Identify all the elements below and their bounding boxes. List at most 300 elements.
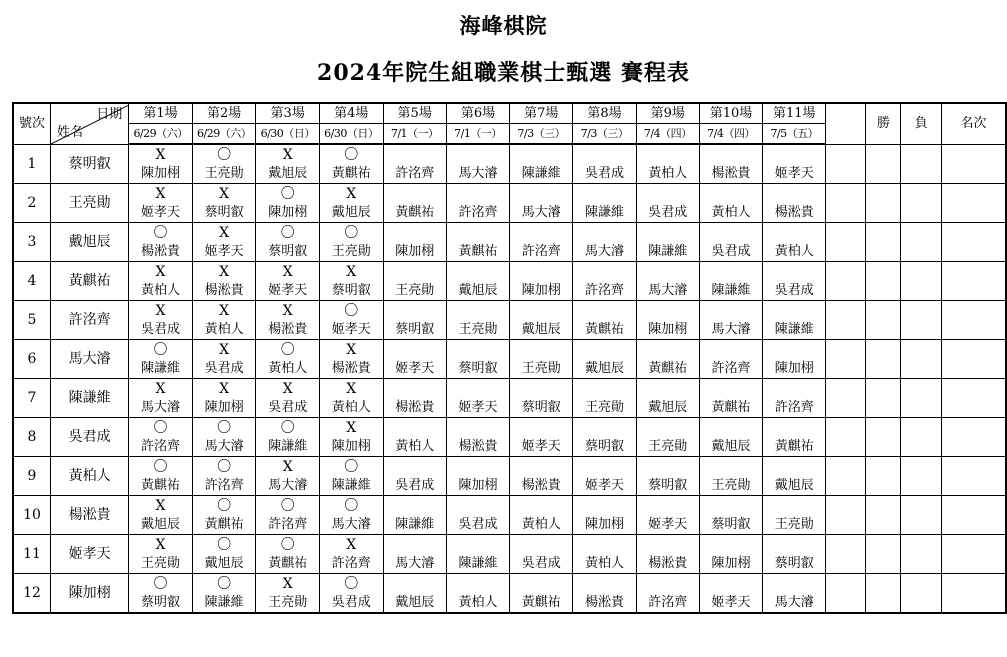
result-cell xyxy=(573,184,636,204)
opponent-cell: 黃麒祐 xyxy=(192,515,256,535)
loss-cell xyxy=(901,340,942,379)
result-cell: X xyxy=(256,301,320,321)
opponent-cell: 戴旭辰 xyxy=(573,359,636,379)
blank-cell xyxy=(826,574,866,614)
result-cell: 〇 xyxy=(256,418,320,438)
result-cell: 〇 xyxy=(319,496,383,516)
place-header: 名次 xyxy=(942,103,1006,144)
name-date-header xyxy=(51,103,129,144)
result-cell xyxy=(446,301,509,321)
result-cell xyxy=(383,340,446,360)
result-cell xyxy=(699,184,762,204)
player-number: 4 xyxy=(13,262,51,301)
opponent-cell: 陳加栩 xyxy=(129,164,193,184)
player-result-row xyxy=(13,144,1006,164)
result-cell: 〇 xyxy=(319,574,383,594)
opponent-cell: 楊淞貴 xyxy=(510,476,573,496)
result-cell xyxy=(446,184,509,204)
opponent-cell: 王亮勛 xyxy=(383,281,446,301)
result-cell xyxy=(763,379,826,399)
opponent-cell: 許洺齊 xyxy=(510,242,573,262)
round-date: 7/1（一） xyxy=(383,124,446,145)
result-cell xyxy=(510,223,573,243)
result-cell xyxy=(763,496,826,516)
result-cell: 〇 xyxy=(256,340,320,360)
result-cell: 〇 xyxy=(192,496,256,516)
opponent-cell: 楊淞貴 xyxy=(383,398,446,418)
win-cell xyxy=(866,262,901,301)
opponent-cell: 黃柏人 xyxy=(319,398,383,418)
place-cell xyxy=(942,144,1006,184)
opponent-cell: 蔡明叡 xyxy=(636,476,699,496)
win-header: 勝 xyxy=(866,103,901,144)
blank-header xyxy=(826,103,866,144)
result-cell xyxy=(446,535,509,555)
player-result-row xyxy=(13,262,1006,282)
result-cell xyxy=(510,184,573,204)
opponent-cell: 姬孝天 xyxy=(573,476,636,496)
result-cell: X xyxy=(256,457,320,477)
opponent-cell: 陳謙維 xyxy=(573,203,636,223)
opponent-cell: 許洺齊 xyxy=(446,203,509,223)
opponent-cell: 陳謙維 xyxy=(510,164,573,184)
opponent-cell: 姬孝天 xyxy=(763,164,826,184)
result-cell xyxy=(573,223,636,243)
round-label: 第4場 xyxy=(319,103,383,124)
player-result-row xyxy=(13,223,1006,243)
opponent-cell: 吳君成 xyxy=(319,593,383,613)
result-cell xyxy=(636,574,699,594)
opponent-cell: 姬孝天 xyxy=(319,320,383,340)
opponent-cell: 陳謙維 xyxy=(129,359,193,379)
result-cell: X xyxy=(192,379,256,399)
opponent-cell: 許洺齊 xyxy=(319,554,383,574)
opponent-cell: 陳加栩 xyxy=(573,515,636,535)
result-cell: X xyxy=(256,144,320,164)
blank-cell xyxy=(826,340,866,379)
result-cell xyxy=(763,535,826,555)
opponent-cell: 馬大濬 xyxy=(129,398,193,418)
result-cell xyxy=(573,496,636,516)
opponent-cell: 馬大濬 xyxy=(256,476,320,496)
result-cell xyxy=(510,340,573,360)
schedule-table xyxy=(12,102,1007,614)
result-cell xyxy=(636,223,699,243)
result-cell xyxy=(763,574,826,594)
loss-cell xyxy=(901,223,942,262)
opponent-cell: 黃麒祐 xyxy=(763,437,826,457)
opponent-cell: 姬孝天 xyxy=(636,515,699,535)
player-name: 許洺齊 xyxy=(51,301,129,340)
result-cell: 〇 xyxy=(256,223,320,243)
opponent-cell: 黃麒祐 xyxy=(699,398,762,418)
opponent-cell: 戴旭辰 xyxy=(192,554,256,574)
place-cell xyxy=(942,184,1006,223)
opponent-cell: 馬大濬 xyxy=(446,164,509,184)
opponent-cell: 黃柏人 xyxy=(256,359,320,379)
opponent-cell: 黃麒祐 xyxy=(319,164,383,184)
opponent-cell: 王亮勛 xyxy=(129,554,193,574)
result-cell: X xyxy=(256,574,320,594)
result-cell: X xyxy=(129,535,193,555)
blank-cell xyxy=(826,184,866,223)
opponent-cell: 吳君成 xyxy=(510,554,573,574)
opponent-cell: 姬孝天 xyxy=(446,398,509,418)
result-cell: X xyxy=(129,144,193,164)
blank-cell xyxy=(826,223,866,262)
place-cell xyxy=(942,223,1006,262)
result-cell xyxy=(763,301,826,321)
result-cell: X xyxy=(129,184,193,204)
opponent-cell: 陳加栩 xyxy=(256,203,320,223)
opponent-cell: 蔡明叡 xyxy=(383,320,446,340)
result-cell xyxy=(446,262,509,282)
result-cell xyxy=(636,418,699,438)
opponent-cell: 戴旭辰 xyxy=(129,515,193,535)
result-cell: X xyxy=(319,184,383,204)
result-cell xyxy=(573,262,636,282)
opponent-cell: 王亮勛 xyxy=(192,164,256,184)
opponent-cell: 楊淞貴 xyxy=(446,437,509,457)
opponent-cell: 許洺齊 xyxy=(256,515,320,535)
result-cell xyxy=(510,262,573,282)
round-date: 7/1（一） xyxy=(446,124,509,145)
result-cell: 〇 xyxy=(256,496,320,516)
result-cell xyxy=(446,457,509,477)
round-date: 6/30（日） xyxy=(256,124,320,145)
opponent-cell: 吳君成 xyxy=(763,281,826,301)
loss-cell xyxy=(901,184,942,223)
opponent-cell: 王亮勛 xyxy=(510,359,573,379)
opponent-cell: 陳加栩 xyxy=(192,398,256,418)
player-number: 8 xyxy=(13,418,51,457)
opponent-cell: 姬孝天 xyxy=(129,203,193,223)
opponent-cell: 馬大濬 xyxy=(573,242,636,262)
opponent-cell: 許洺齊 xyxy=(129,437,193,457)
result-cell xyxy=(699,301,762,321)
opponent-cell: 姬孝天 xyxy=(383,359,446,379)
blank-cell xyxy=(826,457,866,496)
player-name: 吳君成 xyxy=(51,418,129,457)
opponent-cell: 蔡明叡 xyxy=(319,281,383,301)
opponent-cell: 黃柏人 xyxy=(446,593,509,613)
result-cell: X xyxy=(129,379,193,399)
opponent-cell: 陳謙維 xyxy=(256,437,320,457)
opponent-cell: 蔡明叡 xyxy=(129,593,193,613)
result-cell xyxy=(383,535,446,555)
result-cell xyxy=(636,379,699,399)
player-result-row xyxy=(13,418,1006,438)
loss-cell xyxy=(901,379,942,418)
player-number: 7 xyxy=(13,379,51,418)
opponent-cell: 陳加栩 xyxy=(383,242,446,262)
result-cell xyxy=(573,301,636,321)
result-cell: 〇 xyxy=(129,574,193,594)
player-name: 王亮勛 xyxy=(51,184,129,223)
blank-cell xyxy=(826,144,866,184)
result-cell xyxy=(573,535,636,555)
opponent-cell: 戴旭辰 xyxy=(446,281,509,301)
result-cell: 〇 xyxy=(192,418,256,438)
result-cell: X xyxy=(319,535,383,555)
result-cell xyxy=(699,574,762,594)
opponent-cell: 馬大濬 xyxy=(192,437,256,457)
opponent-cell: 王亮勛 xyxy=(699,476,762,496)
result-cell xyxy=(446,379,509,399)
opponent-cell: 馬大濬 xyxy=(699,320,762,340)
opponent-cell: 楊淞貴 xyxy=(129,242,193,262)
result-cell: 〇 xyxy=(192,574,256,594)
result-cell xyxy=(383,574,446,594)
result-cell: X xyxy=(129,301,193,321)
loss-header: 負 xyxy=(901,103,942,144)
player-number: 6 xyxy=(13,340,51,379)
loss-cell xyxy=(901,574,942,614)
opponent-cell: 王亮勛 xyxy=(446,320,509,340)
place-cell xyxy=(942,301,1006,340)
opponent-cell: 陳謙維 xyxy=(319,476,383,496)
opponent-cell: 陳謙維 xyxy=(383,515,446,535)
opponent-cell: 馬大濬 xyxy=(319,515,383,535)
result-cell: X xyxy=(192,340,256,360)
player-number: 1 xyxy=(13,144,51,184)
result-cell xyxy=(699,457,762,477)
result-cell: X xyxy=(256,379,320,399)
win-cell xyxy=(866,144,901,184)
player-result-row xyxy=(13,574,1006,594)
place-cell xyxy=(942,379,1006,418)
round-label: 第3場 xyxy=(256,103,320,124)
result-cell xyxy=(446,340,509,360)
result-cell xyxy=(636,262,699,282)
opponent-cell: 黃麒祐 xyxy=(636,359,699,379)
opponent-cell: 陳謙維 xyxy=(446,554,509,574)
opponent-cell: 戴旭辰 xyxy=(636,398,699,418)
result-cell: X xyxy=(129,496,193,516)
result-cell xyxy=(573,418,636,438)
opponent-cell: 楊淞貴 xyxy=(699,164,762,184)
opponent-cell: 蔡明叡 xyxy=(256,242,320,262)
opponent-cell: 黃麒祐 xyxy=(256,554,320,574)
place-cell xyxy=(942,574,1006,614)
player-result-row xyxy=(13,301,1006,321)
opponent-cell: 蔡明叡 xyxy=(763,554,826,574)
result-cell xyxy=(573,340,636,360)
opponent-cell: 黃柏人 xyxy=(763,242,826,262)
opponent-cell: 黃柏人 xyxy=(510,515,573,535)
result-cell xyxy=(446,418,509,438)
opponent-cell: 吳君成 xyxy=(446,515,509,535)
result-cell xyxy=(699,418,762,438)
result-cell: X xyxy=(192,223,256,243)
result-cell xyxy=(636,496,699,516)
place-cell xyxy=(942,496,1006,535)
result-cell xyxy=(383,144,446,164)
result-cell: 〇 xyxy=(129,418,193,438)
result-cell xyxy=(636,144,699,164)
opponent-cell: 戴旭辰 xyxy=(763,476,826,496)
opponent-cell: 馬大濬 xyxy=(510,203,573,223)
opponent-cell: 蔡明叡 xyxy=(699,515,762,535)
opponent-cell: 姬孝天 xyxy=(510,437,573,457)
rank-header: 號次 xyxy=(13,103,51,144)
opponent-cell: 黃柏人 xyxy=(129,281,193,301)
loss-cell xyxy=(901,457,942,496)
place-cell xyxy=(942,262,1006,301)
opponent-cell: 黃麒祐 xyxy=(383,203,446,223)
result-cell xyxy=(383,262,446,282)
opponent-cell: 吳君成 xyxy=(573,164,636,184)
result-cell xyxy=(699,144,762,164)
win-cell xyxy=(866,184,901,223)
opponent-cell: 蔡明叡 xyxy=(446,359,509,379)
opponent-cell: 馬大濬 xyxy=(636,281,699,301)
opponent-cell: 吳君成 xyxy=(383,476,446,496)
opponent-cell: 戴旭辰 xyxy=(319,203,383,223)
name-label: 姓名 xyxy=(57,124,84,140)
win-cell xyxy=(866,496,901,535)
blank-cell xyxy=(826,379,866,418)
opponent-cell: 楊淞貴 xyxy=(636,554,699,574)
result-cell xyxy=(763,262,826,282)
blank-cell xyxy=(826,496,866,535)
round-label: 第5場 xyxy=(383,103,446,124)
win-cell xyxy=(866,379,901,418)
player-name: 戴旭辰 xyxy=(51,223,129,262)
round-date: 6/30（日） xyxy=(319,124,383,145)
player-number: 12 xyxy=(13,574,51,614)
result-cell: X xyxy=(129,262,193,282)
player-number: 5 xyxy=(13,301,51,340)
win-cell xyxy=(866,301,901,340)
result-cell xyxy=(510,574,573,594)
player-number: 3 xyxy=(13,223,51,262)
opponent-cell: 姬孝天 xyxy=(256,281,320,301)
loss-cell xyxy=(901,301,942,340)
result-cell xyxy=(763,340,826,360)
result-cell xyxy=(636,535,699,555)
player-name: 楊淞貴 xyxy=(51,496,129,535)
player-number: 9 xyxy=(13,457,51,496)
blank-cell xyxy=(826,535,866,574)
result-cell xyxy=(383,184,446,204)
org-title: 海峰棋院 xyxy=(459,13,548,38)
player-result-row xyxy=(13,496,1006,516)
player-name: 陳加栩 xyxy=(51,574,129,614)
result-cell xyxy=(636,340,699,360)
result-cell xyxy=(763,418,826,438)
result-cell: X xyxy=(192,301,256,321)
opponent-cell: 黃柏人 xyxy=(192,320,256,340)
player-name: 黃麒祐 xyxy=(51,262,129,301)
win-cell xyxy=(866,340,901,379)
header-row-rounds xyxy=(13,103,1006,124)
round-date: 6/29（六） xyxy=(129,124,193,145)
player-number: 2 xyxy=(13,184,51,223)
result-cell: 〇 xyxy=(319,223,383,243)
opponent-cell: 楊淞貴 xyxy=(763,203,826,223)
opponent-cell: 許洺齊 xyxy=(192,476,256,496)
result-cell xyxy=(383,223,446,243)
round-label: 第1場 xyxy=(129,103,193,124)
blank-cell xyxy=(826,418,866,457)
opponent-cell: 陳加栩 xyxy=(763,359,826,379)
win-cell xyxy=(866,418,901,457)
opponent-cell: 王亮勛 xyxy=(256,593,320,613)
opponent-cell: 蔡明叡 xyxy=(510,398,573,418)
win-cell xyxy=(866,574,901,614)
opponent-cell: 黃柏人 xyxy=(383,437,446,457)
blank-cell xyxy=(826,262,866,301)
opponent-cell: 吳君成 xyxy=(636,203,699,223)
opponent-cell: 黃柏人 xyxy=(636,164,699,184)
opponent-cell: 吳君成 xyxy=(256,398,320,418)
opponent-cell: 楊淞貴 xyxy=(192,281,256,301)
player-result-row xyxy=(13,184,1006,204)
result-cell: 〇 xyxy=(256,535,320,555)
opponent-cell: 王亮勛 xyxy=(636,437,699,457)
result-cell: X xyxy=(319,262,383,282)
opponent-cell: 許洺齊 xyxy=(636,593,699,613)
opponent-cell: 姬孝天 xyxy=(699,593,762,613)
opponent-cell: 蔡明叡 xyxy=(573,437,636,457)
result-cell xyxy=(636,184,699,204)
opponent-cell: 黃麒祐 xyxy=(573,320,636,340)
result-cell xyxy=(510,301,573,321)
result-cell xyxy=(510,457,573,477)
opponent-cell: 陳加栩 xyxy=(636,320,699,340)
opponent-cell: 王亮勛 xyxy=(573,398,636,418)
round-label: 第6場 xyxy=(446,103,509,124)
place-cell xyxy=(942,457,1006,496)
round-label: 第8場 xyxy=(573,103,636,124)
result-cell xyxy=(383,301,446,321)
opponent-cell: 陳謙維 xyxy=(192,593,256,613)
place-cell xyxy=(942,418,1006,457)
result-cell: X xyxy=(319,379,383,399)
result-cell: 〇 xyxy=(129,223,193,243)
result-cell xyxy=(699,262,762,282)
result-cell: 〇 xyxy=(256,184,320,204)
round-date: 6/29（六） xyxy=(192,124,256,145)
opponent-cell: 黃麒祐 xyxy=(129,476,193,496)
player-name: 黃柏人 xyxy=(51,457,129,496)
result-cell xyxy=(383,379,446,399)
blank-cell xyxy=(826,301,866,340)
round-label: 第11場 xyxy=(763,103,826,124)
round-date: 7/3（三） xyxy=(510,124,573,145)
opponent-cell: 許洺齊 xyxy=(763,398,826,418)
result-cell xyxy=(510,418,573,438)
result-cell: 〇 xyxy=(129,340,193,360)
result-cell xyxy=(510,144,573,164)
opponent-cell: 楊淞貴 xyxy=(573,593,636,613)
opponent-cell: 許洺齊 xyxy=(699,359,762,379)
opponent-cell: 馬大濬 xyxy=(763,593,826,613)
result-cell xyxy=(383,418,446,438)
opponent-cell: 陳謙維 xyxy=(636,242,699,262)
result-cell xyxy=(699,535,762,555)
opponent-cell: 許洺齊 xyxy=(573,281,636,301)
result-cell xyxy=(763,144,826,164)
loss-cell xyxy=(901,418,942,457)
loss-cell xyxy=(901,496,942,535)
player-result-row xyxy=(13,457,1006,477)
result-cell xyxy=(510,535,573,555)
round-label: 第2場 xyxy=(192,103,256,124)
result-cell xyxy=(763,184,826,204)
opponent-cell: 許洺齊 xyxy=(383,164,446,184)
